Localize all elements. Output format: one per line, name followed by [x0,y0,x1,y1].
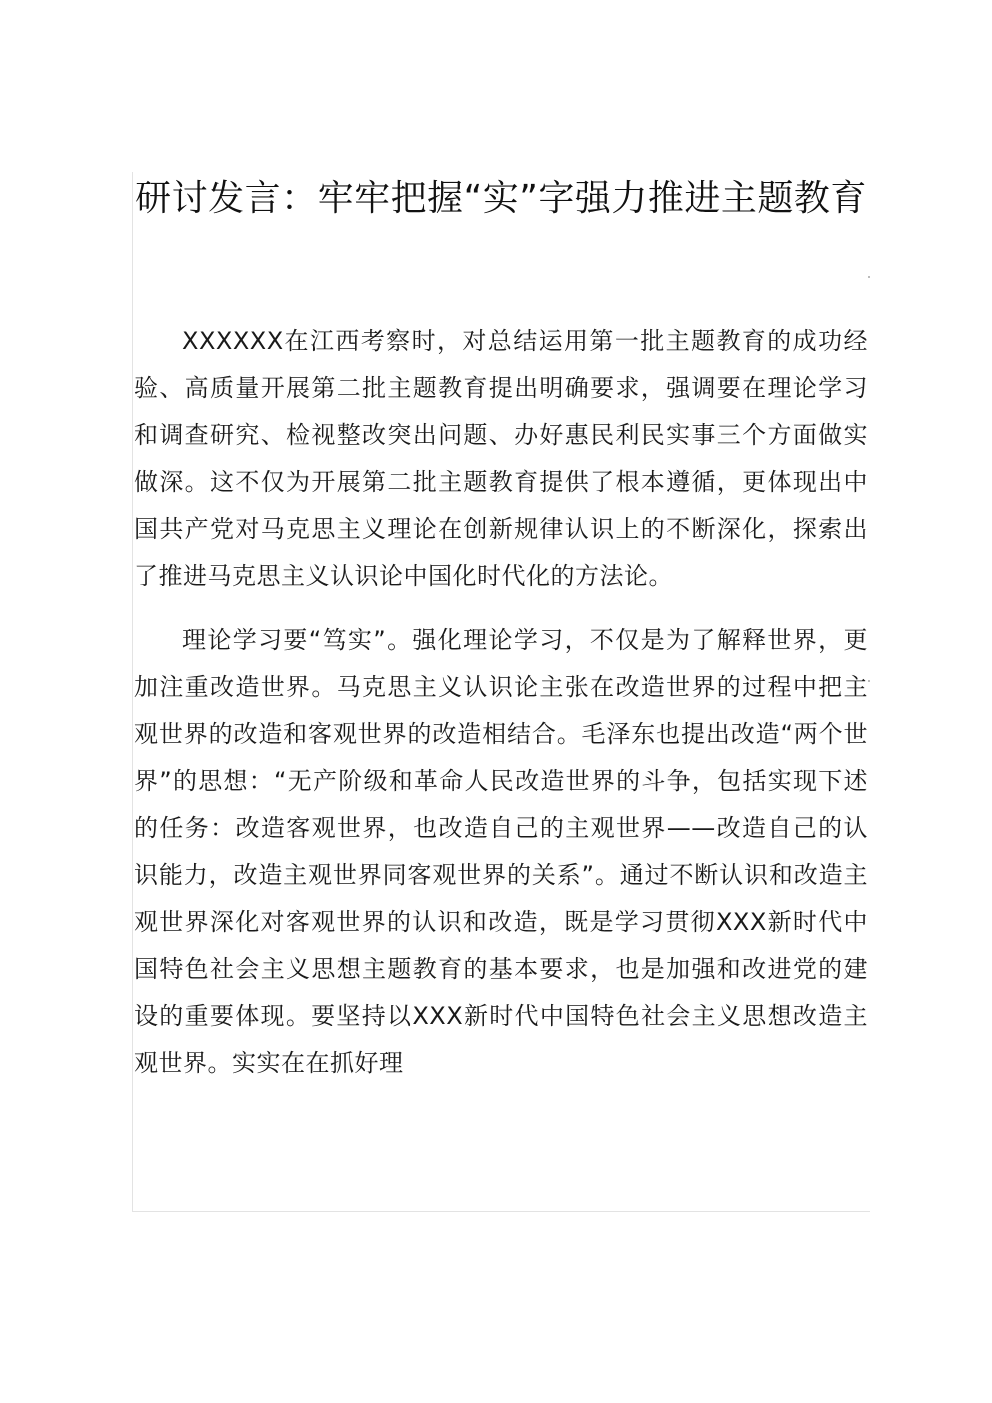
margin-mark [868,276,870,278]
paragraph-intro: XXXXXX在江西考察时，对总结运用第一批主题教育的成功经验、高质量开展第二批主题教育提出明确要求，强调要在理论学习和调查研究、检视整改突出问题、办好惠民利民实事三个方面做实做深。这不仅为开展第二批主题教育提供了根本遵循，更体现出中国共产党对马克思主义理论在创新规律认识上的不断深化，探索出了推进马克思主义认识论中国化时代化的方法论。 [134,327,868,590]
margin-mark [868,680,870,682]
document-title: 研讨发言：牢牢把握“实”字强力推进主题教育 [135,178,867,219]
document-body [134,318,868,1087]
paragraph-theory-study: 理论学习要“笃实”。强化理论学习，不仅是为了解释世界，更加注重改造世界。马克思主义认识论主张在改造世界的过程中把主观世界的改造和客观世界的改造相结合。毛泽东也提出改造“两个世界”的思想：“无产阶级和革命人民改造世界的斗争，包括实现下述的任务：改造客观世界，也改造自己的主观世界——改造自己的认识能力，改造主观世界同客观世界的关系”。通过不断认识和改造主观世界深化对客观世界的认识和改造，既是学习贯彻XXX新时代中国特色社会主义思想主题教育的基本要求，也是加强和改进党的建设的重要体现。要坚持以XXX新时代中国特色社会主义思想改造主观世界。实实在在抓好理 [134,626,868,1077]
